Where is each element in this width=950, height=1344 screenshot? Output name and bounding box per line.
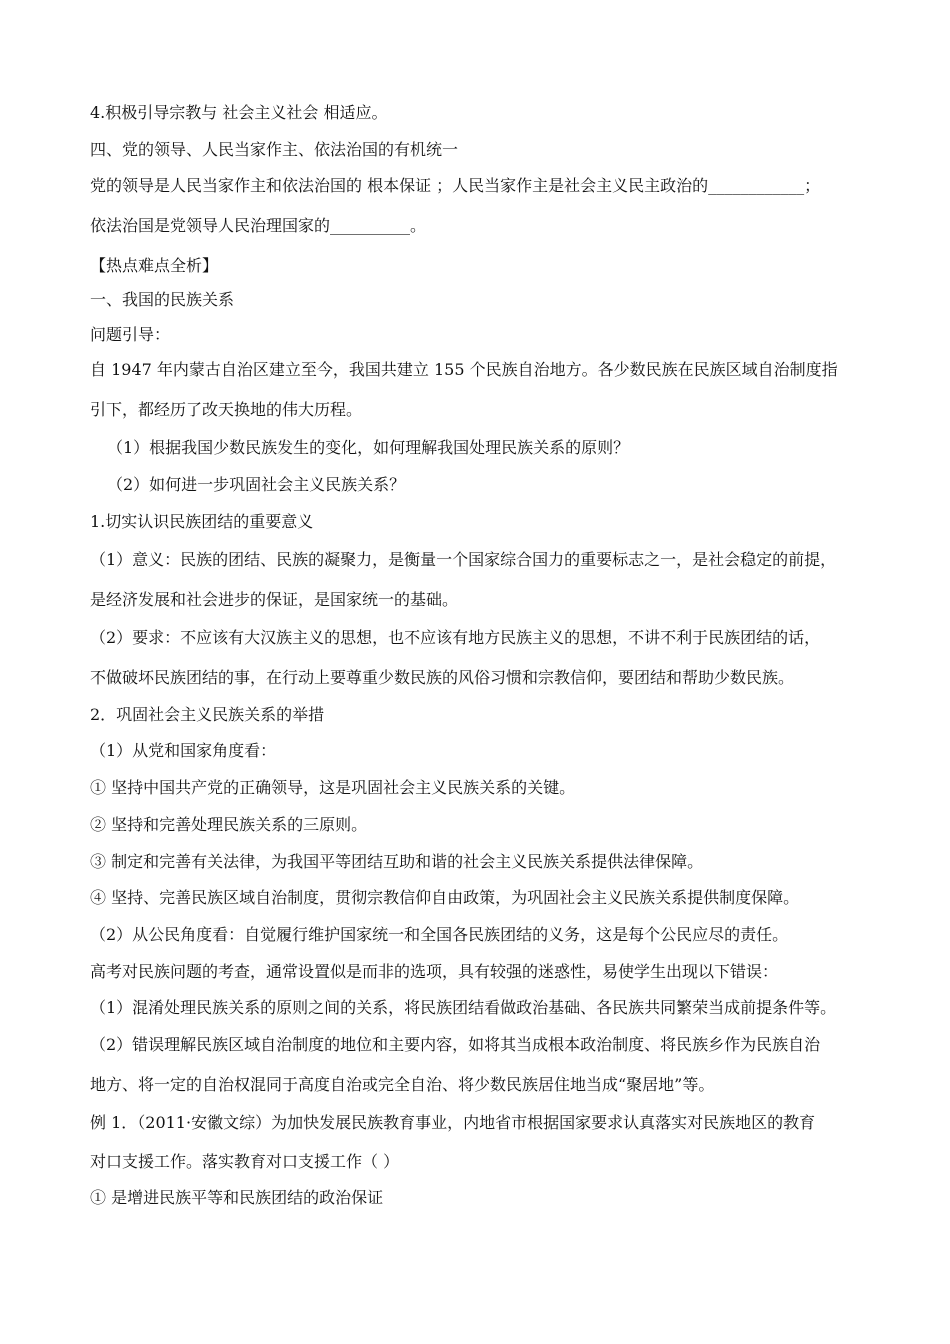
text-line: 不做破坏民族团结的事，在行动上要尊重少数民族的风俗习惯和宗教信仰，要团结和帮助少数民族。 <box>90 668 795 687</box>
subsection-heading: 1.切实认识民族团结的重要意义 <box>90 512 314 531</box>
text-line: 高考对民族问题的考查，通常设置似是而非的选项，具有较强的迷惑性，易使学生出现以下错误： <box>90 962 779 981</box>
text-line: （1）从党和国家角度看： <box>90 741 277 760</box>
text-line: 地方、将一定的自治权混同于高度自治或完全自治、将少数民族居住地当成“聚居地”等。 <box>90 1075 715 1094</box>
section-heading: 四、党的领导、人民当家作主、依法治国的有机统一 <box>90 140 459 159</box>
text-line: 自 1947 年内蒙古自治区建立至今，我国共建立 155 个民族自治地方。各少数民族在民族区域自治制度指 <box>90 360 838 379</box>
text-line: （1）意义：民族的团结、民族的凝聚力，是衡量一个国家综合国力的重要标志之一，是社会稳定的前提， <box>90 550 837 569</box>
question-line: （2）如何进一步巩固社会主义民族关系？ <box>107 475 406 494</box>
text-line: 4.积极引导宗教与 社会主义社会 相适应。 <box>90 103 388 122</box>
text-line: 是经济发展和社会进步的保证，是国家统一的基础。 <box>90 590 459 609</box>
text-line: （1）混淆处理民族关系的原则之间的关系，将民族团结看做政治基础、各民族共同繁荣当成前提条件等。 <box>90 998 837 1017</box>
section-heading: 【热点难点全析】 <box>90 256 219 275</box>
text-line: （2）要求：不应该有大汉族主义的思想，也不应该有地方民族主义的思想，不讲不利于民族团结的话， <box>90 628 821 647</box>
text-line: 依法治国是党领导人民治理国家的__________。 <box>90 216 427 235</box>
text-line: （2）错误理解民族区域自治制度的地位和主要内容，如将其当成根本政治制度、将民族乡作为民族自治 <box>90 1035 821 1054</box>
list-item: ② 坚持和完善处理民族关系的三原则。 <box>90 815 368 834</box>
list-item: ④ 坚持、完善民族区域自治制度，贯彻宗教信仰自由政策，为巩固社会主义民族关系提供制度保障。 <box>90 888 800 907</box>
example-line: 例 1．（2011·安徽文综）为加快发展民族教育事业，内地省市根据国家要求认真落实对民族地区的教育 <box>90 1113 816 1132</box>
section-heading: 一、我国的民族关系 <box>90 290 235 309</box>
subsection-heading: 2．巩固社会主义民族关系的举措 <box>90 705 325 724</box>
list-item: ① 是增进民族平等和民族团结的政治保证 <box>90 1188 384 1207</box>
list-item: ① 坚持中国共产党的正确领导，这是巩固社会主义民族关系的关键。 <box>90 778 576 797</box>
text-line: （2）从公民角度看：自觉履行维护国家统一和全国各民族团结的义务，这是每个公民应尽的责任。 <box>90 925 789 944</box>
list-item: ③ 制定和完善有关法律，为我国平等团结互助和谐的社会主义民族关系提供法律保障。 <box>90 852 704 871</box>
text-line: 问题引导： <box>90 325 171 344</box>
text-line: 引下，都经历了改天换地的伟大历程。 <box>90 400 363 419</box>
question-line: （1）根据我国少数民族发生的变化，如何理解我国处理民族关系的原则？ <box>107 438 630 457</box>
text-line: 党的领导是人民当家作主和依法治国的 根本保证 ；人民当家作主是社会主义民主政治的____________； <box>90 176 821 195</box>
example-line: 对口支援工作。落实教育对口支援工作（ ） <box>90 1152 400 1171</box>
